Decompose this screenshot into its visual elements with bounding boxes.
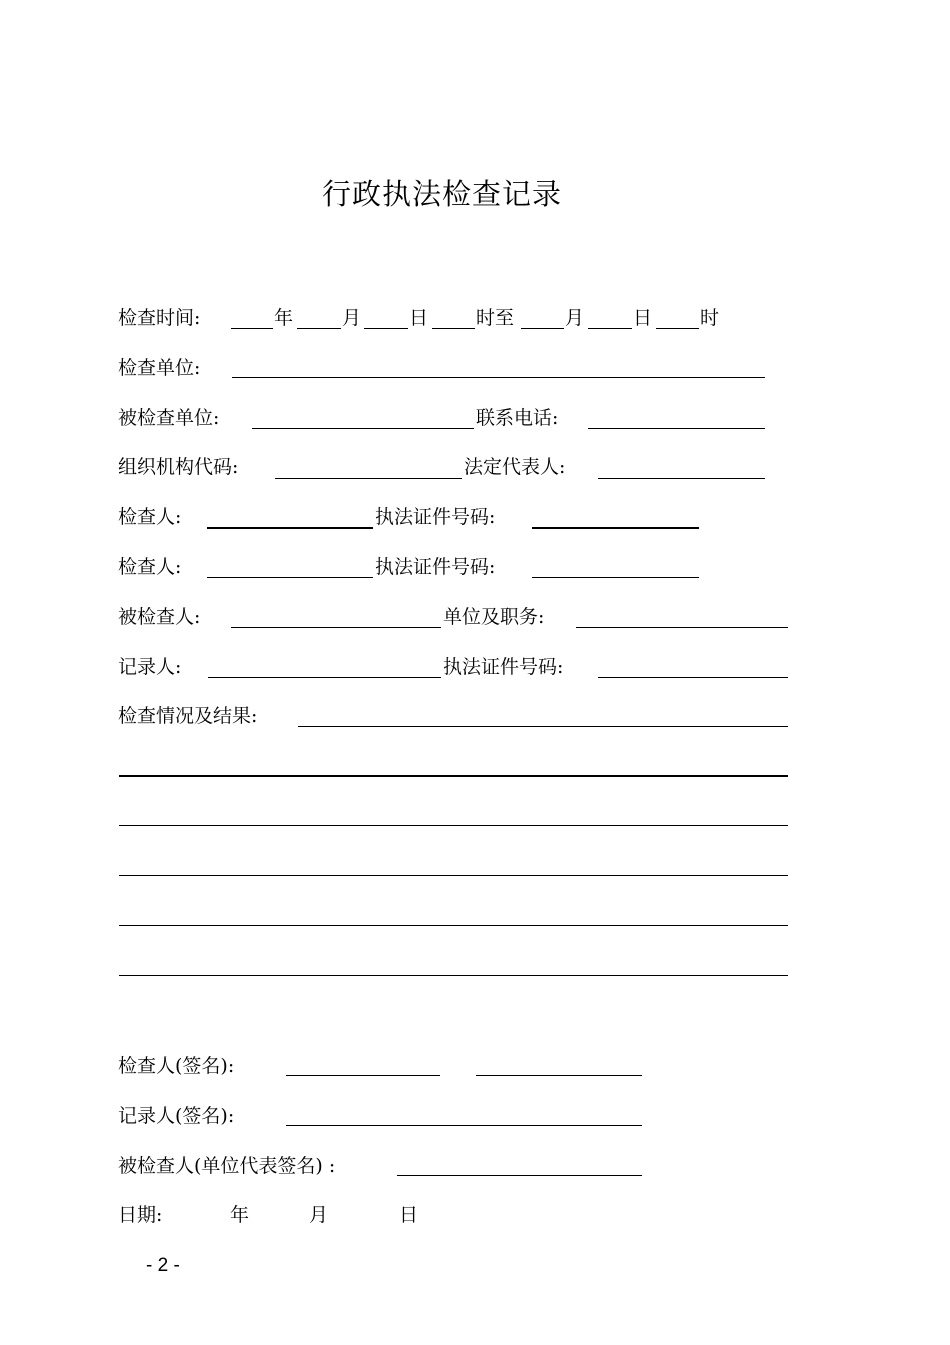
- month1-text: 月: [342, 307, 362, 329]
- hour2-blank[interactable]: [656, 328, 699, 329]
- page-number: - 2 -: [146, 1255, 180, 1276]
- inspecting-unit-label: 检查单位:: [118, 357, 201, 379]
- hour-to-text: 时至: [476, 307, 515, 329]
- day1-blank[interactable]: [364, 328, 408, 329]
- contact-phone-field[interactable]: [588, 428, 765, 429]
- situation-line-4[interactable]: [119, 925, 788, 926]
- inspector-sign-field-2[interactable]: [476, 1075, 642, 1076]
- date-label: 日期:: [118, 1204, 163, 1226]
- legal-rep-label: 法定代表人:: [464, 456, 566, 478]
- inspected-person-label: 被检查人:: [118, 606, 201, 628]
- inspector-sign-label: 检查人(签名):: [118, 1055, 235, 1077]
- situation-line-3[interactable]: [119, 875, 788, 876]
- recorder-cert-field[interactable]: [598, 677, 788, 678]
- inspected-sign-field[interactable]: [397, 1175, 642, 1176]
- org-code-field[interactable]: [275, 478, 462, 479]
- inspector1-label: 检查人:: [118, 506, 182, 528]
- situation-line-5[interactable]: [119, 975, 788, 976]
- inspector1-field[interactable]: [207, 527, 373, 529]
- date-year-text: 年: [230, 1204, 250, 1226]
- inspected-sign-label: 被检查人(单位代表签名) :: [118, 1155, 336, 1177]
- recorder-sign-label: 记录人(签名):: [118, 1105, 235, 1127]
- situation-line-2[interactable]: [119, 825, 788, 826]
- year-blank[interactable]: [231, 328, 273, 329]
- inspector1-cert-label: 执法证件号码:: [375, 506, 496, 528]
- situation-field[interactable]: [298, 726, 788, 727]
- inspector2-label: 检查人:: [118, 556, 182, 578]
- month2-blank[interactable]: [521, 328, 564, 329]
- month2-text: 月: [565, 307, 585, 329]
- recorder-sign-field[interactable]: [286, 1125, 642, 1126]
- recorder-cert-label: 执法证件号码:: [443, 656, 564, 678]
- date-month-text: 月: [309, 1204, 329, 1226]
- unit-position-field[interactable]: [576, 627, 788, 628]
- hour2-text: 时: [700, 307, 720, 329]
- time-label: 检查时间:: [118, 307, 201, 329]
- inspected-unit-label: 被检查单位:: [118, 407, 220, 429]
- inspected-person-field[interactable]: [231, 627, 441, 628]
- inspector1-cert-field[interactable]: [532, 527, 699, 529]
- unit-position-label: 单位及职务:: [443, 606, 545, 628]
- org-code-label: 组织机构代码:: [118, 456, 239, 478]
- situation-line-1[interactable]: [119, 775, 788, 777]
- month1-blank[interactable]: [297, 328, 341, 329]
- date-day-text: 日: [399, 1204, 419, 1226]
- inspected-unit-field[interactable]: [252, 428, 474, 429]
- hour1-blank[interactable]: [432, 328, 475, 329]
- recorder-field[interactable]: [208, 677, 441, 678]
- page-title: 行政执法检查记录: [322, 177, 563, 211]
- legal-rep-field[interactable]: [598, 478, 765, 479]
- day2-blank[interactable]: [588, 328, 632, 329]
- recorder-label: 记录人:: [118, 656, 182, 678]
- situation-label: 检查情况及结果:: [118, 705, 258, 727]
- contact-phone-label: 联系电话:: [476, 407, 559, 429]
- inspector2-field[interactable]: [207, 577, 373, 578]
- day2-text: 日: [633, 307, 653, 329]
- day1-text: 日: [409, 307, 429, 329]
- inspecting-unit-field[interactable]: [232, 377, 765, 378]
- inspector2-cert-field[interactable]: [532, 577, 699, 578]
- year-text: 年: [274, 307, 294, 329]
- inspector-sign-field-1[interactable]: [286, 1075, 440, 1076]
- inspector2-cert-label: 执法证件号码:: [375, 556, 496, 578]
